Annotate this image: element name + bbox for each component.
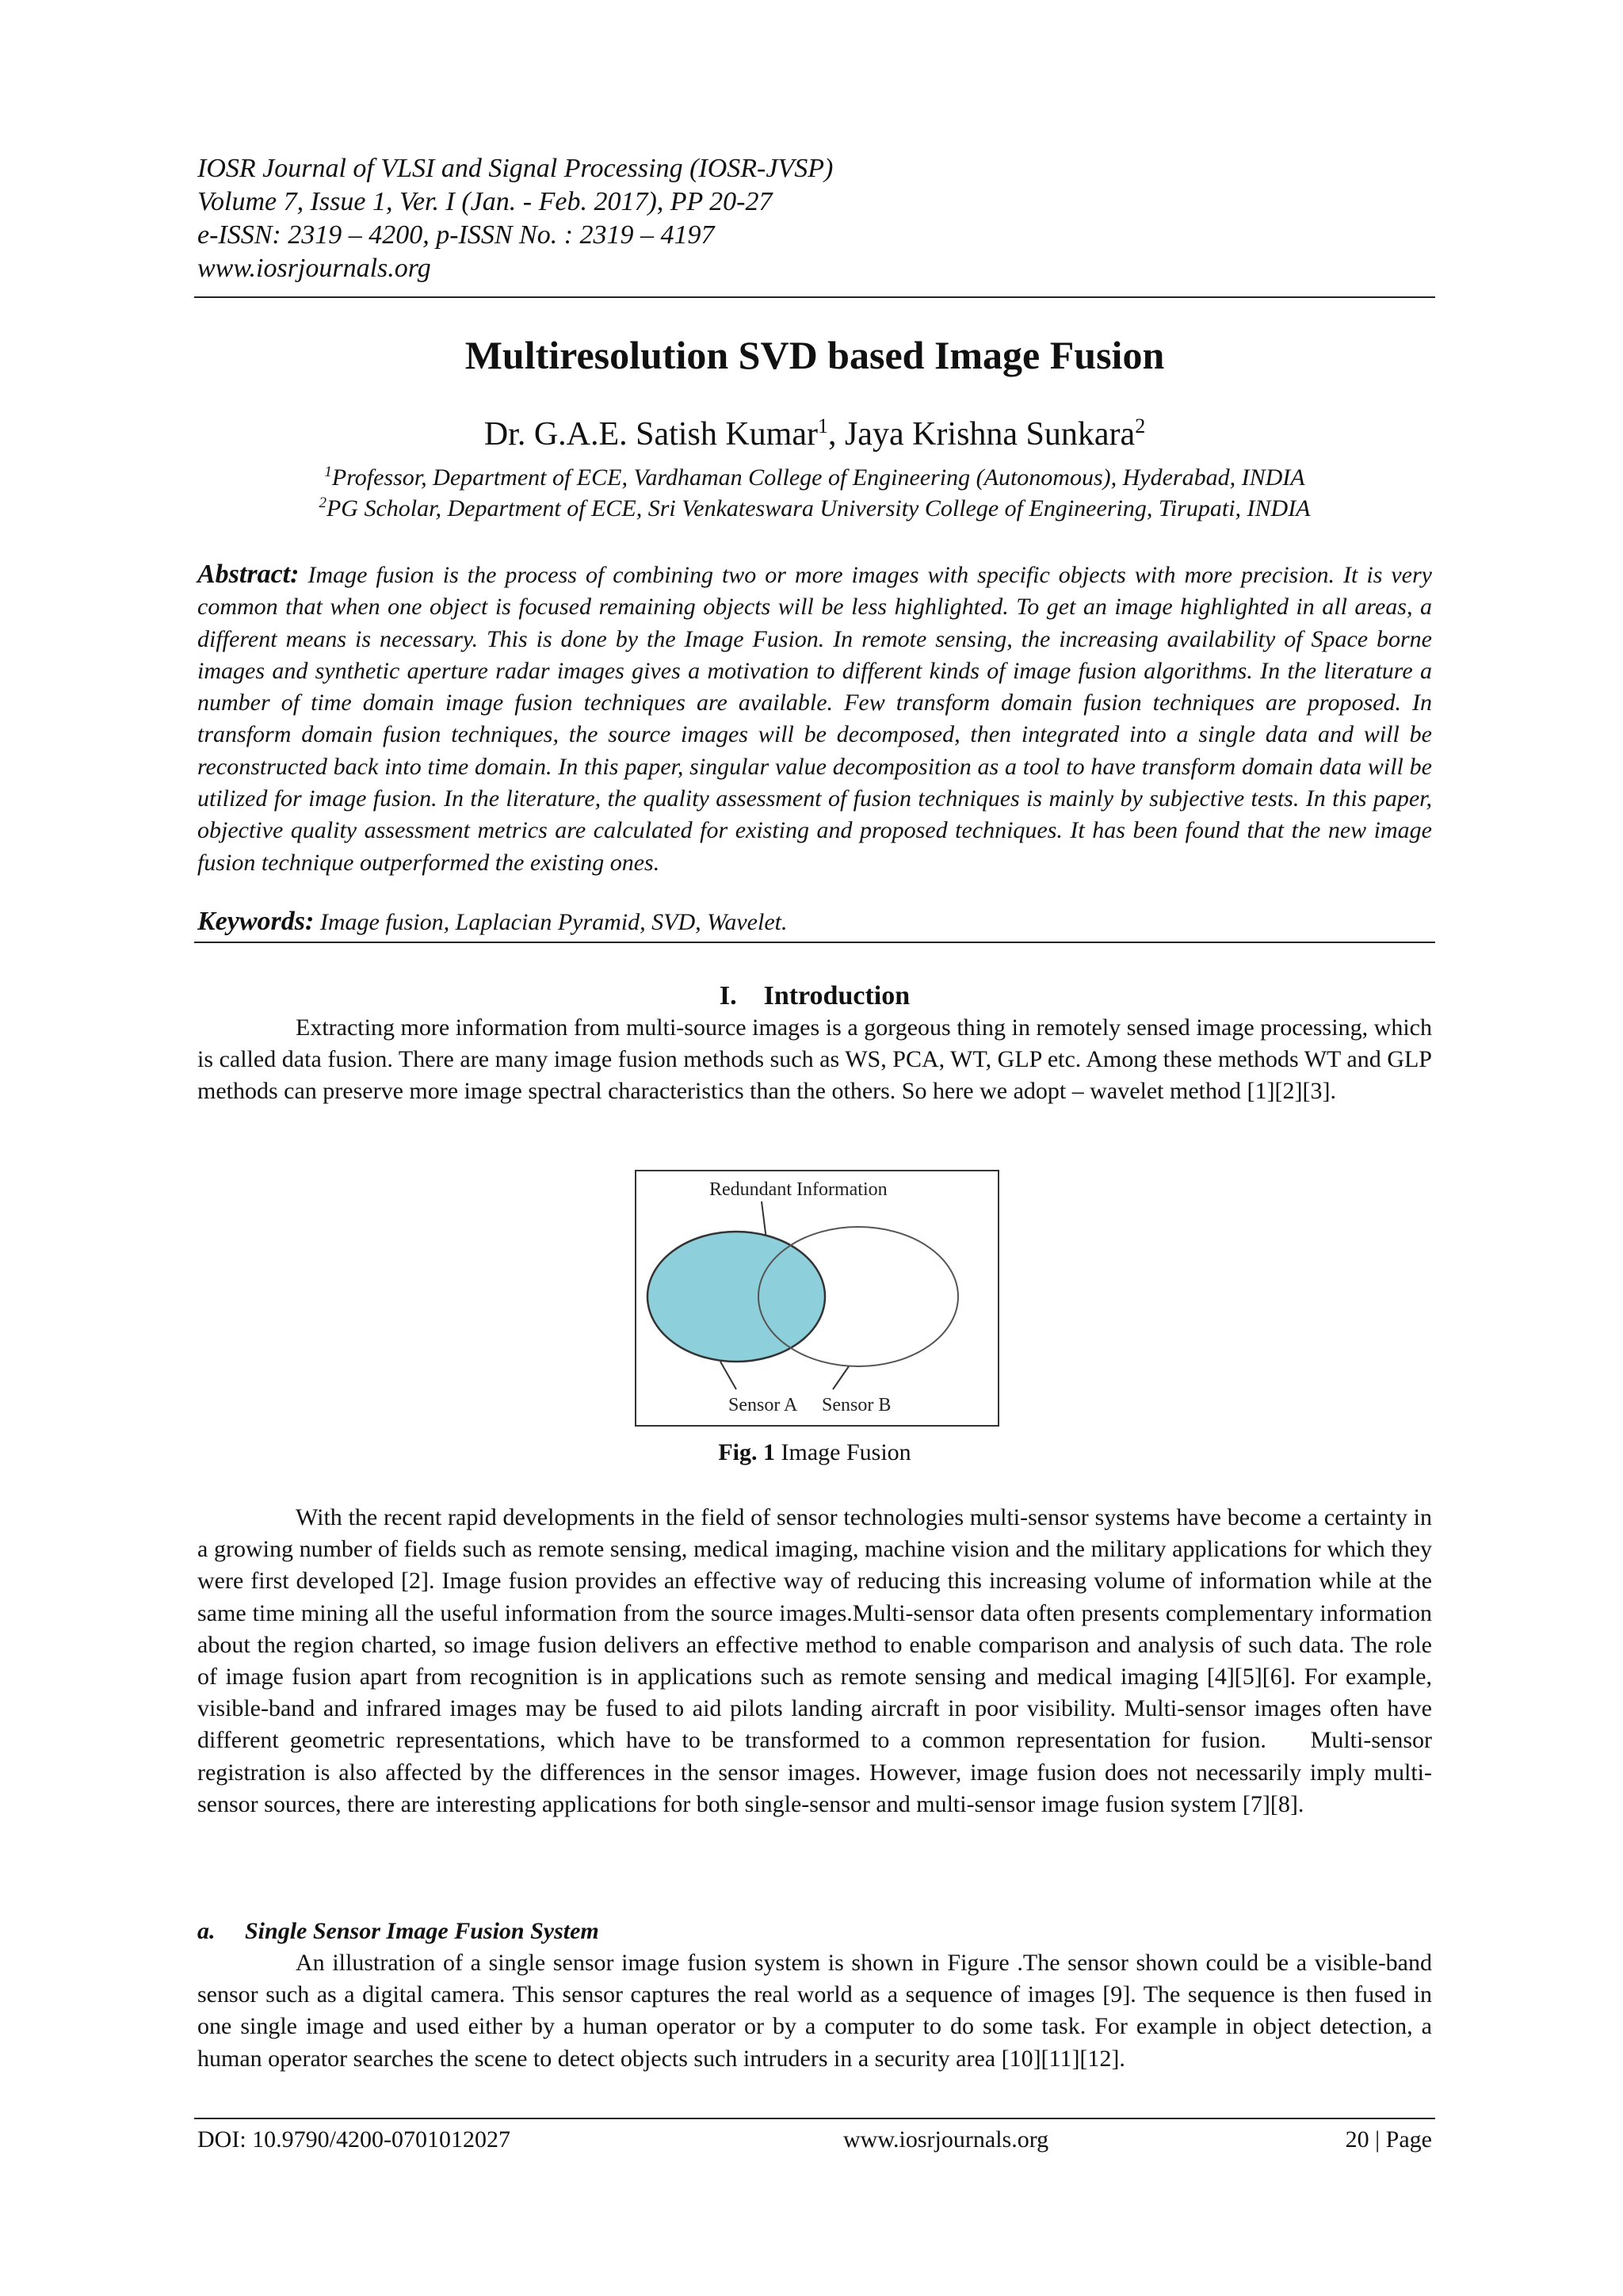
header-rule: [194, 296, 1435, 298]
page-footer: [197, 2124, 1432, 2156]
sensor-b-label: Sensor B: [822, 1395, 892, 1415]
journal-issn: e-ISSN: 2319 – 4200, p-ISSN No. : 2319 – 4197: [197, 220, 715, 250]
figure-1-caption-text: Image Fusion: [775, 1439, 911, 1465]
paper-title: Multiresolution SVD based Image Fusion: [464, 333, 1165, 377]
keywords-rule: [194, 942, 1435, 943]
abstract-text: Image fusion is the process of combining two or more images with specific objects with more precision. It is very common that when one object is focused remaining objects will be less highlighted. To get an image highlighted in all areas, a different means is necessary. This is done by the Image Fusion. In remote sensing, the increasing availability of Space borne images and synthetic aperture radar images gives a motivation to different kinds of image fusion algorithms. In the literature a number of time domain image fusion techniques are available. Few transform domain fusion techniques are proposed. In transform domain fusion techniques, the source images will be decomposed, then integrated into a single data and will be reconstructed back into time domain. In this paper, singular value decomposition as a tool to have transform domain data will be utilized for image fusion. In the literature, the quality assessment of fusion techniques is mainly by subjective tests. In this paper, objective quality assessment metrics are calculated for existing and proposed techniques. It has been found that the new image fusion technique outperformed the existing ones.: [197, 562, 1432, 876]
redundant-information-label: Redundant Information: [709, 1179, 888, 1200]
author-2-name: Jaya Krishna Sunkara: [844, 416, 1136, 453]
journal-name: IOSR Journal of VLSI and Signal Processing (IOSR-JVSP): [197, 154, 834, 183]
journal-header: [197, 152, 1434, 285]
subsection-heading-single-sensor: [197, 1916, 1432, 1947]
intro-paragraph-2: [197, 1502, 1438, 1820]
venn-diagram: [636, 1171, 998, 1425]
sensor-a-label: Sensor A: [728, 1395, 798, 1415]
subsection-title: Single Sensor Image Fusion System: [245, 1918, 599, 1944]
authors-line: [194, 406, 1435, 455]
journal-website: www.iosrjournals.org: [197, 254, 431, 283]
sensor-a-pointer-line: [720, 1362, 736, 1389]
journal-volume: Volume 7, Issue 1, Ver. I (Jan. - Feb. 2017), PP 20-27: [197, 187, 773, 216]
affiliation-2: [194, 488, 1435, 524]
abstract-label: Abstract:: [197, 560, 300, 589]
abstract: [197, 559, 1432, 879]
subsection-number: a.: [197, 1918, 216, 1944]
author-1-name: Dr. G.A.E. Satish Kumar: [483, 416, 818, 453]
affiliation-1-sup: 1: [324, 464, 332, 480]
intro-paragraph-2-text: With the recent rapid developments in the field of sensor technologies multi-sensor systems have become a certainty in a growing number of fields such as remote sensing, medical imaging, machine vision and the military applications for which they were first developed [2]. Image fusion provides an effective way of reducing this increasing volume of information while at the same time mining all the useful information from the source images.Multi-sensor data often presents complementary information about the region charted, so image fusion delivers an effective method to enable comparison and analysis of such data. The role of image fusion apart from recognition is in applications such as remote sensing and medical imaging [4][5][6]. For example, visible-band and infrared images may be fused to aid pilots landing aircraft in poor visibility. Multi-sensor images often have different geometric representations, which have to be transformed to a common representation for fusion. Multi-sensor registration is also affected by the differences in the sensor images. However, image fusion does not necessarily imply multi-sensor sources, there are interesting applications for both single-sensor and multi-sensor image fusion system [7][8].: [197, 1504, 1438, 1817]
footer-rule: [194, 2118, 1435, 2119]
section-heading-introduction: I. Introduction: [719, 981, 911, 1010]
footer-page-number: 20 | Page: [1345, 2126, 1432, 2153]
sensor-a-ellipse: [647, 1232, 825, 1362]
keywords: [197, 906, 1432, 938]
figure-1-caption: [194, 1437, 1435, 1469]
keywords-label: Keywords:: [197, 907, 315, 936]
single-sensor-paragraph-text: An illustration of a single sensor image fusion system is shown in Figure .The sensor shown could be a visible-band sensor such as a digital camera. This sensor captures the real world as a sequence of images [9]. The sequence is then fused in one single image and used either by a human operator or by a computer to do some task. For example in object detection, a human operator searches the scene to detect objects such intruders in a security area [10][11][12].: [197, 1950, 1432, 2072]
intro-paragraph-1: [197, 1012, 1432, 1108]
author-2-sup: 2: [1135, 415, 1146, 437]
single-sensor-paragraph: [197, 1947, 1432, 2075]
figure-1-number: Fig. 1: [718, 1439, 775, 1465]
sensor-b-pointer-line: [833, 1366, 849, 1389]
affiliation-2-text: PG Scholar, Department of ECE, Sri Venkateswara University College of Engineering, Tirupati, INDIA: [326, 495, 1311, 521]
footer-doi: DOI: 10.9790/4200-0701012027: [197, 2126, 510, 2153]
affiliation-1-text: Professor, Department of ECE, Vardhaman College of Engineering (Autonomous), Hyderabad, INDIA: [331, 464, 1305, 491]
author-1-sup: 1: [817, 415, 828, 437]
affiliation-2-sup: 2: [319, 495, 327, 511]
author-separator: ,: [827, 416, 845, 453]
footer-website: www.iosrjournals.org: [843, 2126, 1049, 2153]
figure-image-fusion: [635, 1170, 999, 1427]
intro-paragraph-1-text: Extracting more information from multi-source images is a gorgeous thing in remotely sensed image processing, which is called data fusion. There are many image fusion methods such as WS, PCA, WT, GLP etc. Among these methods WT and GLP methods can preserve more image spectral characteristics than the others. So here we adopt – wavelet method [1][2][3].: [197, 1014, 1432, 1105]
keywords-text: Image fusion, Laplacian Pyramid, SVD, Wavelet.: [319, 909, 788, 935]
